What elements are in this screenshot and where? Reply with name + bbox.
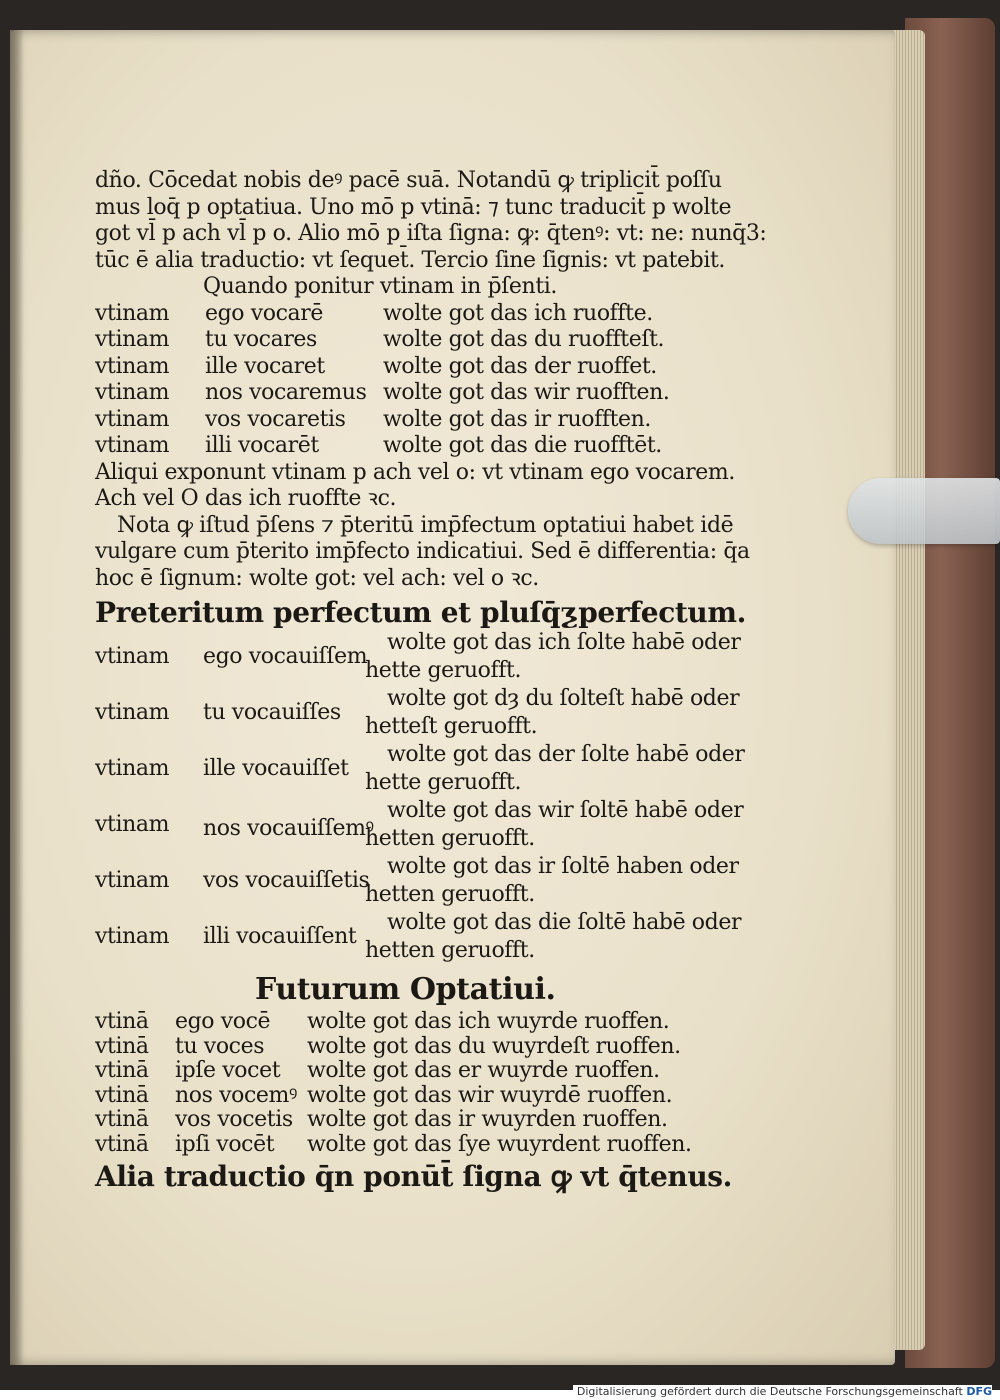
row-word: vtinam [95,327,170,352]
aliqui-line: Ach vel O das ich ruoffte ꝛc. [95,486,397,511]
present-heading: Quando ponitur vtinam in p̄ſenti. [203,274,557,299]
row-word: vtinam [95,406,170,432]
row-word: vtinā [95,1058,149,1083]
row-german: wolte got das ir ruofften. [383,406,651,432]
future-heading: Futurum Optatiui. [255,972,556,1007]
dfg-logo: DFG [966,1385,992,1398]
row-word: vtinam [95,433,170,458]
page-gutter-shadow [10,30,24,1365]
row-german: wolte got das ſye wuyrdent ruoffen. [307,1131,692,1157]
row-word: vtinam [95,380,170,405]
row-word: vtinā [95,1131,149,1157]
row-word: vtinam [95,300,170,326]
future-row [95,1133,735,1158]
perfect-row [95,742,745,798]
row-latin: ipſi vocēt [175,1131,275,1157]
credit-text: Digitalisierung gefördert durch die Deutsche Forschungsgemeinschaft [576,1385,963,1398]
intro-line: dño. Cōcedat nobis deꝰ pacē suā. Notandū ꝙ triplicit̄ poſſu [95,168,722,193]
present-row [95,380,735,407]
page-holder-clip [848,478,1000,544]
row-word: vtinam [95,756,170,781]
row-german: wolte got das ich wuyrde ruoffen. [307,1009,670,1034]
row-german: wolte got dȝ du ſolteſt habē oder [387,686,740,711]
row-latin: ego vocauiſſem [203,644,368,669]
nota-line: vulgare cum p̄terito imp̄fecto indicatiui. Sed ē differentia: q̄a [95,539,750,564]
row-german: wolte got das wir ſoltē habē oder [387,798,744,823]
row-german: wolte got das die ruofftēt. [383,433,662,458]
row-german: wolte got das ir ſoltē haben oder [387,854,739,879]
row-latin: ille vocauiſſet [203,756,349,781]
row-german: wolte got das wir ruofften. [383,380,670,405]
row-word: vtinā [95,1082,149,1108]
future-row [95,1035,735,1060]
printed-text [95,168,767,1195]
row-latin: nos vocauiſſemꝰ [203,816,374,841]
row-german: wolte got das ir wuyrden ruoffen. [307,1107,668,1132]
present-row [95,433,735,460]
row-german: wolte got das ich ſolte habē oder [387,630,741,655]
perfect-row [95,686,740,742]
future-row [95,1059,735,1084]
final-heading: Alia traductio q̄n ponūt̄ ſigna ꝙ vt q̄tenus. [95,1160,733,1193]
present-row [95,327,735,354]
future-row [95,1010,735,1035]
row-german: wolte got das du wuyrdeſt ruoffen. [307,1033,681,1059]
row-word: vtinam [95,700,170,725]
row-german-cont: hetteſt geruofft. [365,714,538,739]
nota-line: Nota ꝙ iſtud p̄ſens ⁊ p̄teritū imp̄fectum optatiui habet idē [117,512,734,538]
row-latin: illi vocarēt [205,433,319,458]
present-row [95,301,735,328]
perfect-row [95,798,744,854]
row-german: wolte got das er wuyrde ruoffen. [307,1058,660,1083]
row-german: wolte got das wir wuyrdē ruoffen. [307,1082,673,1108]
row-latin: tu vocares [205,327,317,352]
perfect-heading: Preteritum perfectum et pluſq̄ƺperfectum. [95,596,746,629]
intro-line: tūc ē alia traductio: vt ſequet̄. Tercio ſine ſignis: vt patebit. [95,247,726,273]
row-word: vtinā [95,1009,149,1034]
row-latin: vos vocauiſſetis [203,868,370,893]
row-latin: ipſe vocet [175,1058,281,1083]
future-row [95,1084,735,1109]
row-word: vtinam [95,353,170,379]
row-word: vtinam [95,924,170,949]
present-row [95,407,735,434]
perfect-row [95,630,741,686]
row-latin: illi vocauiſſent [203,924,357,949]
row-german-cont: hette geruofft. [365,658,522,683]
row-word: vtinam [95,868,170,893]
row-latin: tu voces [175,1033,265,1059]
row-german: wolte got das du ruoffteſt. [383,327,665,352]
row-latin: nos vocemꝰ [175,1082,297,1108]
nota-line: hoc ē ſignum: wolte got: vel ach: vel o ꝛc. [95,565,539,591]
row-word: vtinam [95,644,170,669]
row-latin: ego vocē [175,1009,271,1034]
present-row [95,354,735,381]
row-word: vtinā [95,1033,149,1059]
perfect-row [95,910,742,966]
digitization-credit [573,1385,992,1400]
row-german-cont: hetten geruofft. [365,938,535,963]
row-german: wolte got das der ſolte habē oder [387,742,745,767]
row-word: vtinam [95,812,170,837]
row-german-cont: hetten geruofft. [365,826,535,851]
intro-line: got vl̄ p ach vl̄ p o. Alio mō p iſta ſigna: ꝙ: q̄tenꝰ: vt: ne: nunq̄3: [95,221,767,246]
aliqui-line: Aliqui exponunt vtinam p ach vel o: vt vtinam ego vocarem. [95,459,735,485]
row-latin: ego vocarē [205,300,323,326]
row-german: wolte got das der ruoffet. [383,353,657,379]
row-latin: ille vocaret [205,353,325,379]
row-german-cont: hette geruofft. [365,770,522,795]
row-german-cont: hetten geruofft. [365,882,535,907]
row-word: vtinā [95,1107,149,1132]
row-latin: vos vocaretis [205,406,346,432]
row-german: wolte got das die ſoltē habē oder [387,910,742,935]
row-latin: nos vocaremus [205,380,367,405]
row-latin: tu vocauiſſes [203,700,341,725]
perfect-row [95,854,739,910]
intro-line: mus loq̄ p optatiua. Uno mō p vtinā: ⁊ tunc traducit̄ p wolte [95,194,732,220]
future-row [95,1108,735,1133]
row-german: wolte got das ich ruoffte. [383,300,653,326]
row-latin: vos vocetis [175,1107,293,1132]
